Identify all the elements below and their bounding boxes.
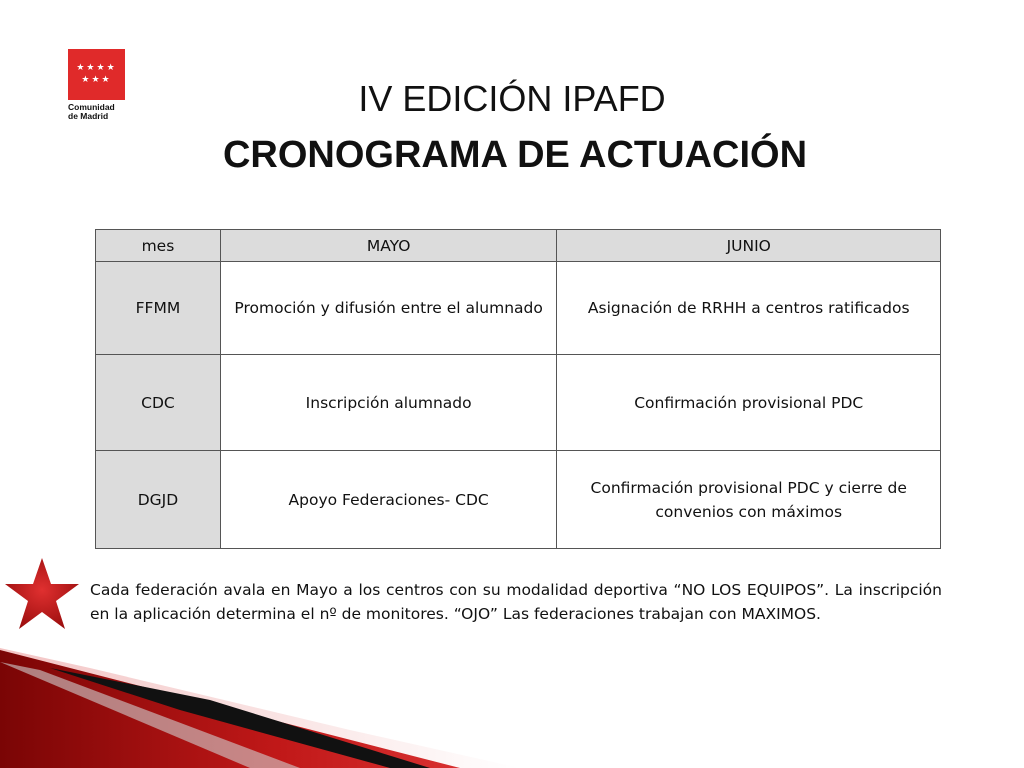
row-label-ffmm: FFMM [96,262,221,355]
decorative-swoosh [0,640,1024,768]
page-title-line1: IV EDICIÓN IPAFD [358,78,666,119]
logo-stars-bottom: ★★★ [81,75,112,85]
table-row [96,262,941,355]
table-row [96,355,941,451]
table-row [96,451,941,549]
header-cell-mayo: MAYO [220,230,557,262]
logo-text-line2: de Madrid [68,111,109,121]
cell-mayo: Promoción y difusión entre el alumnado [220,262,557,355]
cell-junio: Asignación de RRHH a centros ratificados [557,262,941,355]
note-text: Cada federación avala en Mayo a los centros con su modalidad deportiva “NO LOS EQUIPOS”. La inscripción en la aplicación determina el nº de monitores. “OJO” Las federaciones trabajan con MAXIMOS. [90,581,942,623]
cell-junio: Confirmación provisional PDC [557,355,941,451]
row-label-dgjd: DGJD [96,451,221,549]
row-label-cdc: CDC [96,355,221,451]
logo-text-line1: Comunidad [68,102,115,112]
logo-stars-top: ★★★★ [76,63,117,73]
header-cell-mes: mes [96,230,221,262]
cell-junio: Confirmación provisional PDC y cierre de convenios con máximos [557,451,941,549]
red-star-icon [4,556,80,632]
table-header-row [96,230,941,262]
schedule-table [95,229,941,549]
cell-mayo: Apoyo Federaciones- CDC [220,451,557,549]
page-title-line2: CRONOGRAMA DE ACTUACIÓN [222,134,808,176]
cell-mayo: Inscripción alumnado [220,355,557,451]
header-cell-junio: JUNIO [557,230,941,262]
